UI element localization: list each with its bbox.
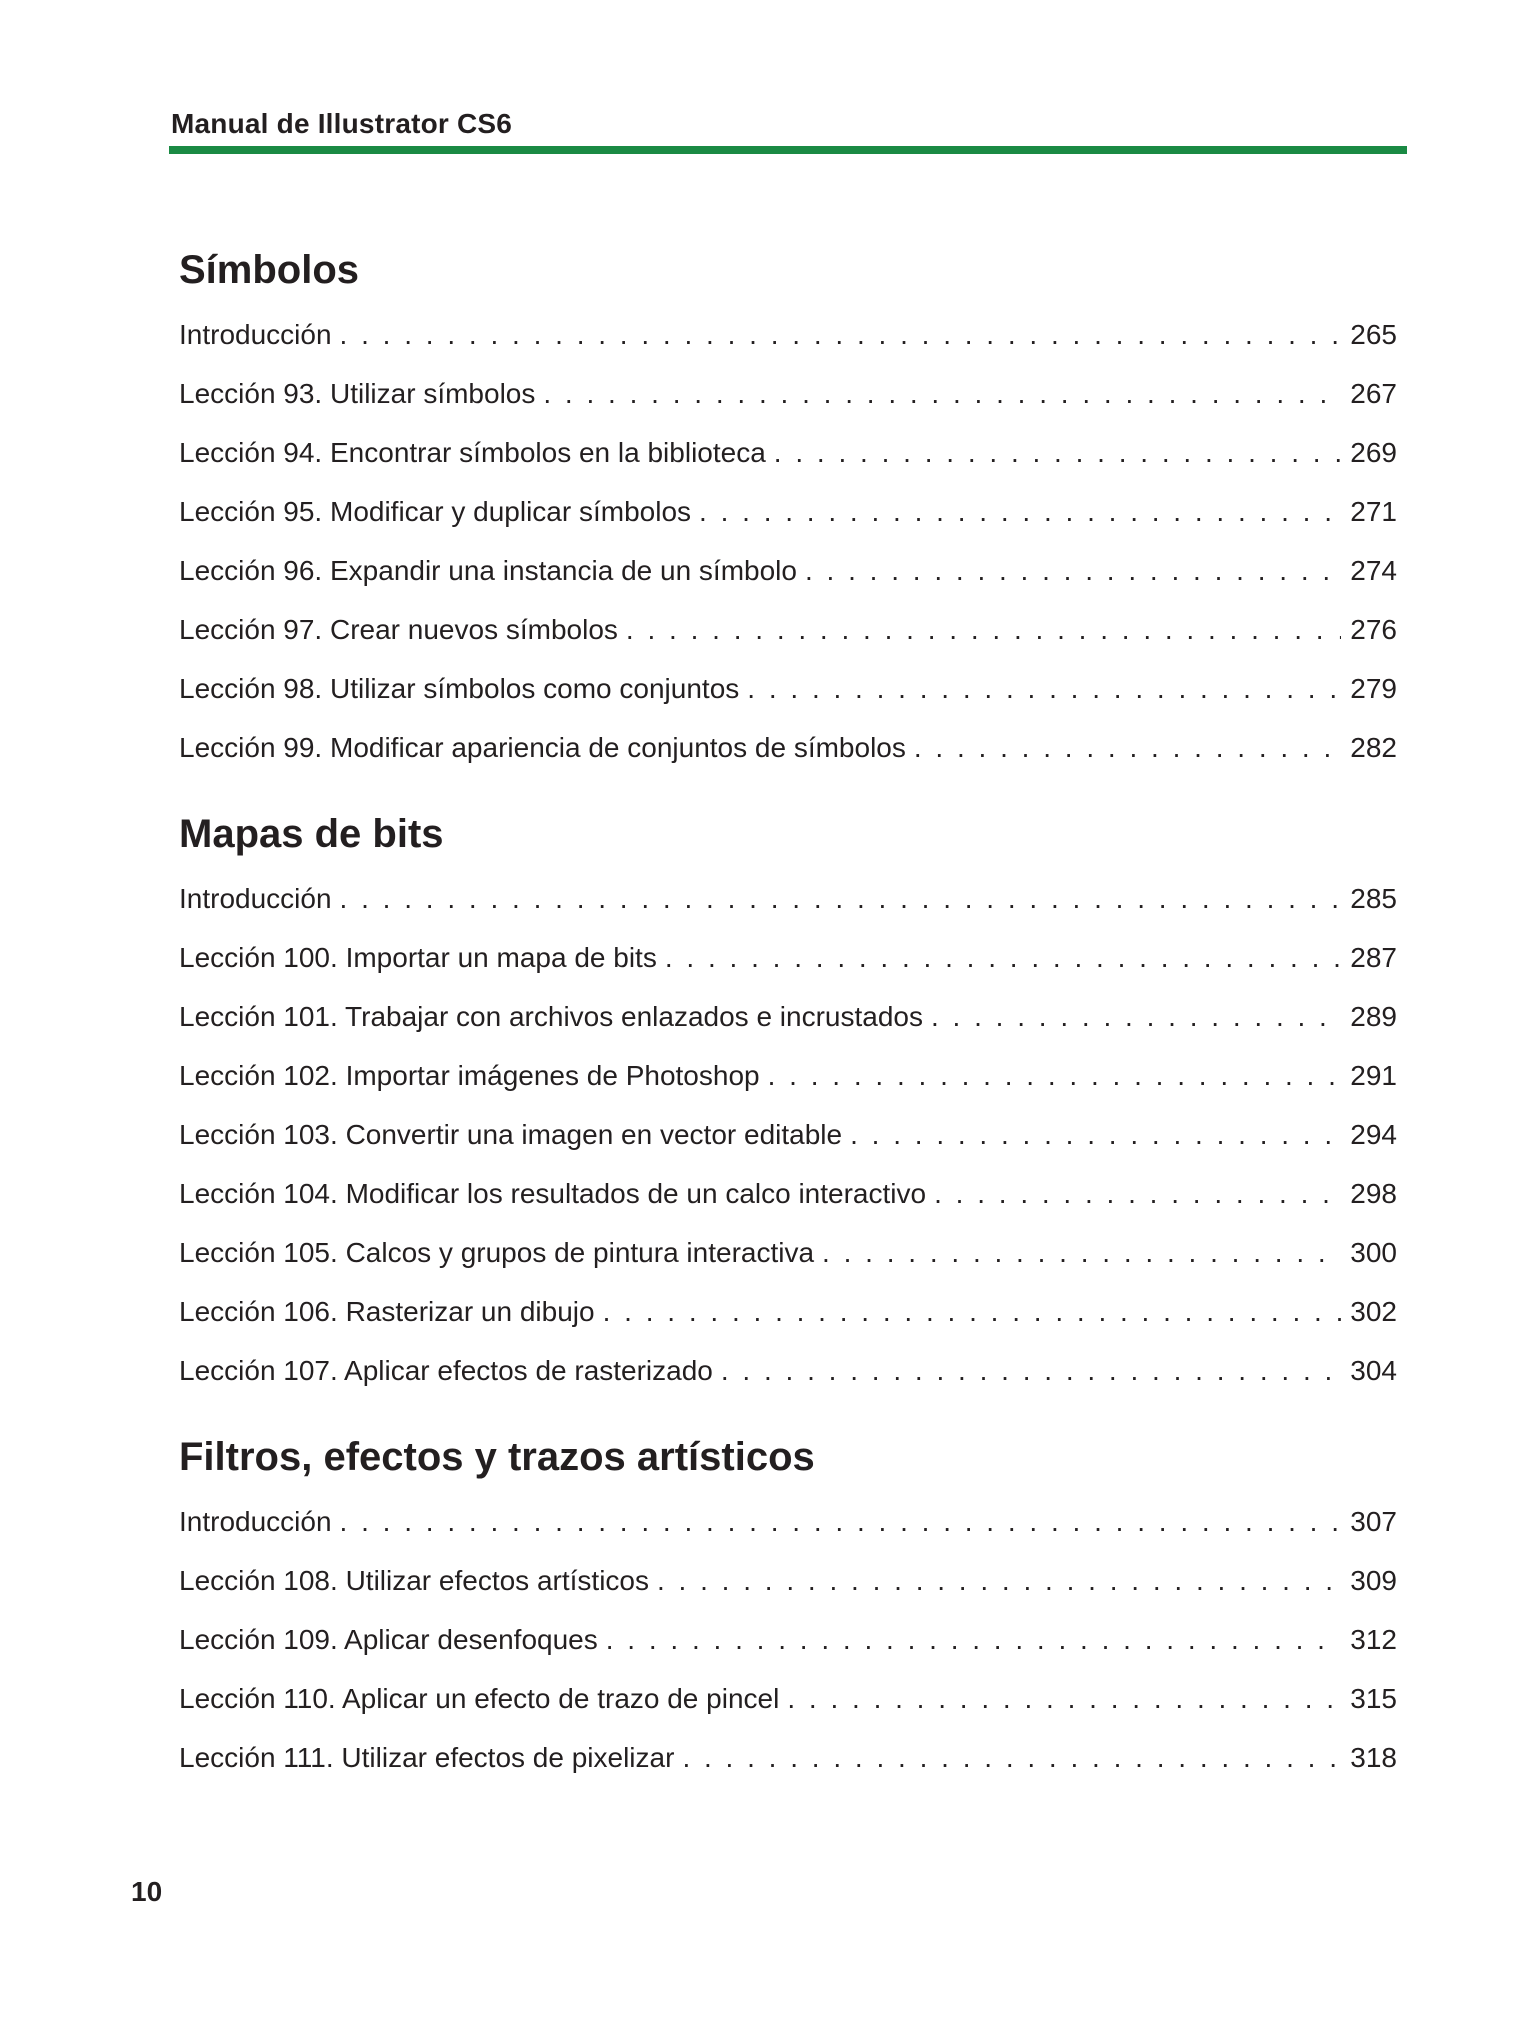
- toc-entry[interactable]: [179, 1610, 1397, 1669]
- toc-entry-page: 291: [1350, 1060, 1397, 1091]
- dot-leader: [603, 1282, 1341, 1341]
- running-header: Manual de Illustrator CS6: [171, 108, 513, 139]
- dot-leader: [340, 869, 1341, 928]
- toc-entry-title: Lección 109. Aplicar desenfoques: [179, 1624, 598, 1655]
- toc-entry-page: 304: [1350, 1355, 1397, 1386]
- toc-entry[interactable]: [179, 364, 1397, 423]
- toc-entry-title: Lección 110. Aplicar un efecto de trazo de pincel: [179, 1683, 780, 1714]
- page-number: 10: [131, 1876, 163, 1907]
- dot-leader: [665, 928, 1341, 987]
- dot-leader: [805, 541, 1341, 600]
- toc-entry-page: 267: [1350, 378, 1397, 409]
- toc-entry[interactable]: [179, 928, 1397, 987]
- toc-entry-page: 294: [1350, 1119, 1397, 1150]
- toc-entry[interactable]: [179, 1223, 1397, 1282]
- dot-leader: [914, 718, 1341, 777]
- toc-entry-page: 315: [1350, 1683, 1397, 1714]
- toc-entry[interactable]: [179, 1551, 1397, 1610]
- dot-leader: [747, 659, 1341, 718]
- toc-entry-page: 289: [1350, 1001, 1397, 1032]
- toc-entry[interactable]: [179, 1669, 1397, 1728]
- toc-entries: [179, 869, 1397, 1400]
- dot-leader: [657, 1551, 1341, 1610]
- toc-entry-title: Introducción: [179, 319, 332, 350]
- toc-entry-title: Lección 108. Utilizar efectos artísticos: [179, 1565, 649, 1596]
- toc-entry[interactable]: [179, 541, 1397, 600]
- section-title: Filtros, efectos y trazos artísticos: [179, 1435, 815, 1479]
- dot-leader: [931, 987, 1341, 1046]
- dot-leader: [682, 1728, 1341, 1787]
- dot-leader: [787, 1669, 1341, 1728]
- header-rule: [169, 146, 1407, 154]
- toc-entry-title: Lección 102. Importar imágenes de Photoshop: [179, 1060, 760, 1091]
- dot-leader: [934, 1164, 1341, 1223]
- dot-leader: [850, 1105, 1341, 1164]
- toc-entry-page: 271: [1350, 496, 1397, 527]
- dot-leader: [699, 482, 1341, 541]
- toc-entries: [179, 305, 1397, 777]
- toc-entry-page: 274: [1350, 555, 1397, 586]
- toc-entry[interactable]: [179, 718, 1397, 777]
- toc-entry[interactable]: [179, 987, 1397, 1046]
- dot-leader: [543, 364, 1341, 423]
- toc-entry-page: 269: [1350, 437, 1397, 468]
- toc-section-simbolos: [179, 235, 1397, 777]
- toc-section-mapas-de-bits: [179, 799, 1397, 1400]
- dot-leader: [774, 423, 1341, 482]
- toc-entry-page: 285: [1350, 883, 1397, 914]
- toc-entry-page: 282: [1350, 732, 1397, 763]
- toc-entry[interactable]: [179, 600, 1397, 659]
- toc-entry-title: Lección 99. Modificar apariencia de conjuntos de símbolos: [179, 732, 906, 763]
- dot-leader: [626, 600, 1341, 659]
- toc-entry[interactable]: [179, 659, 1397, 718]
- toc-entry[interactable]: [179, 482, 1397, 541]
- toc-entry-page: 302: [1350, 1296, 1397, 1327]
- toc-entry-title: Lección 101. Trabajar con archivos enlazados e incrustados: [179, 1001, 923, 1032]
- toc-entry-page: 300: [1350, 1237, 1397, 1268]
- toc-entry-title: Lección 111. Utilizar efectos de pixelizar: [179, 1742, 675, 1773]
- toc-entry-page: 276: [1350, 614, 1397, 645]
- toc-entry[interactable]: [179, 1341, 1397, 1400]
- toc-entry-title: Lección 105. Calcos y grupos de pintura interactiva: [179, 1237, 815, 1268]
- toc-entry-title: Lección 103. Convertir una imagen en vector editable: [179, 1119, 843, 1150]
- toc-entry-page: 309: [1350, 1565, 1397, 1596]
- dot-leader: [822, 1223, 1341, 1282]
- toc-entry-title: Lección 95. Modificar y duplicar símbolos: [179, 496, 692, 527]
- toc-entry-title: Lección 98. Utilizar símbolos como conjuntos: [179, 673, 740, 704]
- toc-entry-page: 265: [1350, 319, 1397, 350]
- toc-entry-title: Introducción: [179, 883, 332, 914]
- section-title: Mapas de bits: [179, 812, 444, 856]
- dot-leader: [340, 305, 1341, 364]
- toc-entry-page: 298: [1350, 1178, 1397, 1209]
- table-of-contents: [179, 235, 1397, 1787]
- toc-entry-title: Introducción: [179, 1506, 332, 1537]
- toc-entry[interactable]: [179, 423, 1397, 482]
- toc-section-filtros: [179, 1422, 1397, 1787]
- section-title: Símbolos: [179, 248, 360, 292]
- toc-entry-page: 279: [1350, 673, 1397, 704]
- toc-entry-title: Lección 106. Rasterizar un dibujo: [179, 1296, 595, 1327]
- toc-entry[interactable]: [179, 1728, 1397, 1787]
- dot-leader: [340, 1492, 1341, 1551]
- toc-entry-title: Lección 96. Expandir una instancia de un símbolo: [179, 555, 797, 586]
- toc-entry-page: 307: [1350, 1506, 1397, 1537]
- toc-entry[interactable]: [179, 1046, 1397, 1105]
- toc-entry-title: Lección 93. Utilizar símbolos: [179, 378, 536, 409]
- dot-leader: [768, 1046, 1341, 1105]
- toc-entry-title: Lección 104. Modificar los resultados de un calco interactivo: [179, 1178, 927, 1209]
- toc-entry-page: 312: [1350, 1624, 1397, 1655]
- toc-entry[interactable]: [179, 1282, 1397, 1341]
- toc-entry[interactable]: [179, 1105, 1397, 1164]
- toc-entry[interactable]: [179, 869, 1397, 928]
- toc-entry[interactable]: [179, 1492, 1397, 1551]
- dot-leader: [606, 1610, 1341, 1669]
- toc-entries: [179, 1492, 1397, 1787]
- toc-entry[interactable]: [179, 305, 1397, 364]
- dot-leader: [721, 1341, 1341, 1400]
- toc-entry-title: Lección 94. Encontrar símbolos en la biblioteca: [179, 437, 766, 468]
- toc-entry[interactable]: [179, 1164, 1397, 1223]
- toc-entry-title: Lección 97. Crear nuevos símbolos: [179, 614, 618, 645]
- toc-entry-title: Lección 107. Aplicar efectos de rasterizado: [179, 1355, 713, 1386]
- toc-entry-page: 318: [1350, 1742, 1397, 1773]
- toc-entry-page: 287: [1350, 942, 1397, 973]
- toc-entry-title: Lección 100. Importar un mapa de bits: [179, 942, 657, 973]
